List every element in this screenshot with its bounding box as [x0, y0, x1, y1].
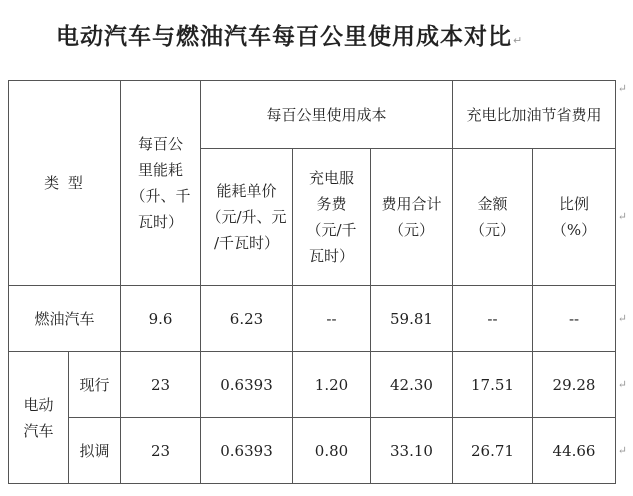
header-type-text: 类 型 — [44, 174, 85, 192]
header-service-fee-line-2: 务费 — [316, 195, 347, 213]
table-row-fuel — [9, 286, 616, 352]
paragraph-mark-icon: ↵ — [617, 377, 628, 391]
header-energy-line-3: （升、千 — [130, 187, 191, 205]
header-unit-price-line-1: 能耗单价 — [216, 182, 277, 200]
cell-fuel-ratio — [533, 286, 628, 352]
header-cost-group — [201, 81, 453, 149]
paragraph-mark-icon: ↵ — [617, 311, 628, 325]
cell-ev-planned-amount: 26.71 — [453, 418, 533, 484]
row-label-ev-planned: 拟调 — [69, 418, 121, 484]
cell-ev-planned-energy: 23 — [121, 418, 201, 484]
header-ratio-line-1: 比例 — [559, 195, 590, 213]
header-total-line-1: 费用合计 — [381, 195, 442, 213]
row-label-ev-current: 现行 — [69, 352, 121, 418]
cell-ev-planned-total: 33.10 — [371, 418, 453, 484]
cost-comparison-table — [8, 80, 628, 484]
cell-ev-current-ratio-value: 29.28 — [552, 375, 596, 394]
header-row-1 — [9, 81, 616, 149]
header-unit-price-line-3: /千瓦时） — [213, 234, 280, 252]
cell-fuel-total: 59.81 — [371, 286, 453, 352]
cell-ev-current-amount: 17.51 — [453, 352, 533, 418]
paragraph-mark-icon: ↵ — [513, 34, 524, 47]
header-service-fee-line-1: 充电服 — [308, 169, 354, 187]
header-energy-line-4: 瓦时） — [137, 213, 183, 231]
header-amount-line-2: （元） — [469, 221, 515, 239]
title-text: 电动汽车与燃油汽车每百公里使用成本对比 — [56, 24, 512, 50]
ev-label-line-1: 电动 — [23, 395, 54, 414]
header-type — [9, 81, 121, 286]
header-unit-price — [201, 149, 293, 286]
header-unit-price-line-2: （元/升、元 — [206, 208, 287, 226]
cell-ev-current-service-fee: 1.20 — [293, 352, 371, 418]
cell-ev-planned-ratio-value: 44.66 — [552, 441, 596, 460]
header-amount-line-1: 金额 — [477, 195, 508, 213]
header-saving-group — [453, 81, 628, 149]
header-service-fee-line-3: （元/千 — [306, 221, 357, 239]
header-ratio — [533, 149, 628, 286]
cell-ev-planned-service-fee: 0.80 — [293, 418, 371, 484]
table-row-ev-planned — [9, 418, 616, 484]
ev-label-line-2: 汽车 — [23, 421, 54, 440]
header-energy-line-1: 每百公 — [137, 135, 183, 153]
header-energy — [121, 81, 201, 286]
document-title — [56, 18, 523, 51]
paragraph-mark-icon: ↵ — [617, 210, 628, 223]
header-total — [371, 149, 453, 286]
header-total-line-2: （元） — [388, 221, 434, 239]
cell-fuel-ratio-value: -- — [568, 309, 580, 328]
header-saving-group-text: 充电比加油节省费用 — [466, 105, 602, 124]
header-service-fee — [293, 149, 371, 286]
cell-ev-current-total: 42.30 — [371, 352, 453, 418]
table-row-ev-current — [9, 352, 616, 418]
header-energy-line-2: 里能耗 — [137, 161, 183, 179]
cell-ev-current-unit-price: 0.6393 — [201, 352, 293, 418]
header-amount — [453, 149, 533, 286]
cell-fuel-service-fee: -- — [293, 286, 371, 352]
header-service-fee-line-4: 瓦时） — [308, 247, 354, 265]
row-label-fuel: 燃油汽车 — [9, 286, 121, 352]
cell-ev-current-energy: 23 — [121, 352, 201, 418]
cell-ev-current-ratio — [533, 352, 628, 418]
cell-fuel-unit-price: 6.23 — [201, 286, 293, 352]
cell-ev-planned-ratio — [533, 418, 628, 484]
paragraph-mark-icon: ↵ — [617, 82, 628, 95]
paragraph-mark-icon: ↵ — [617, 443, 628, 457]
header-cost-group-text: 每百公里使用成本 — [266, 105, 387, 124]
cell-fuel-energy: 9.6 — [121, 286, 201, 352]
cell-ev-planned-unit-price: 0.6393 — [201, 418, 293, 484]
header-ratio-line-2: （%） — [551, 221, 597, 239]
row-group-label-ev — [9, 352, 69, 484]
cell-fuel-amount: -- — [453, 286, 533, 352]
